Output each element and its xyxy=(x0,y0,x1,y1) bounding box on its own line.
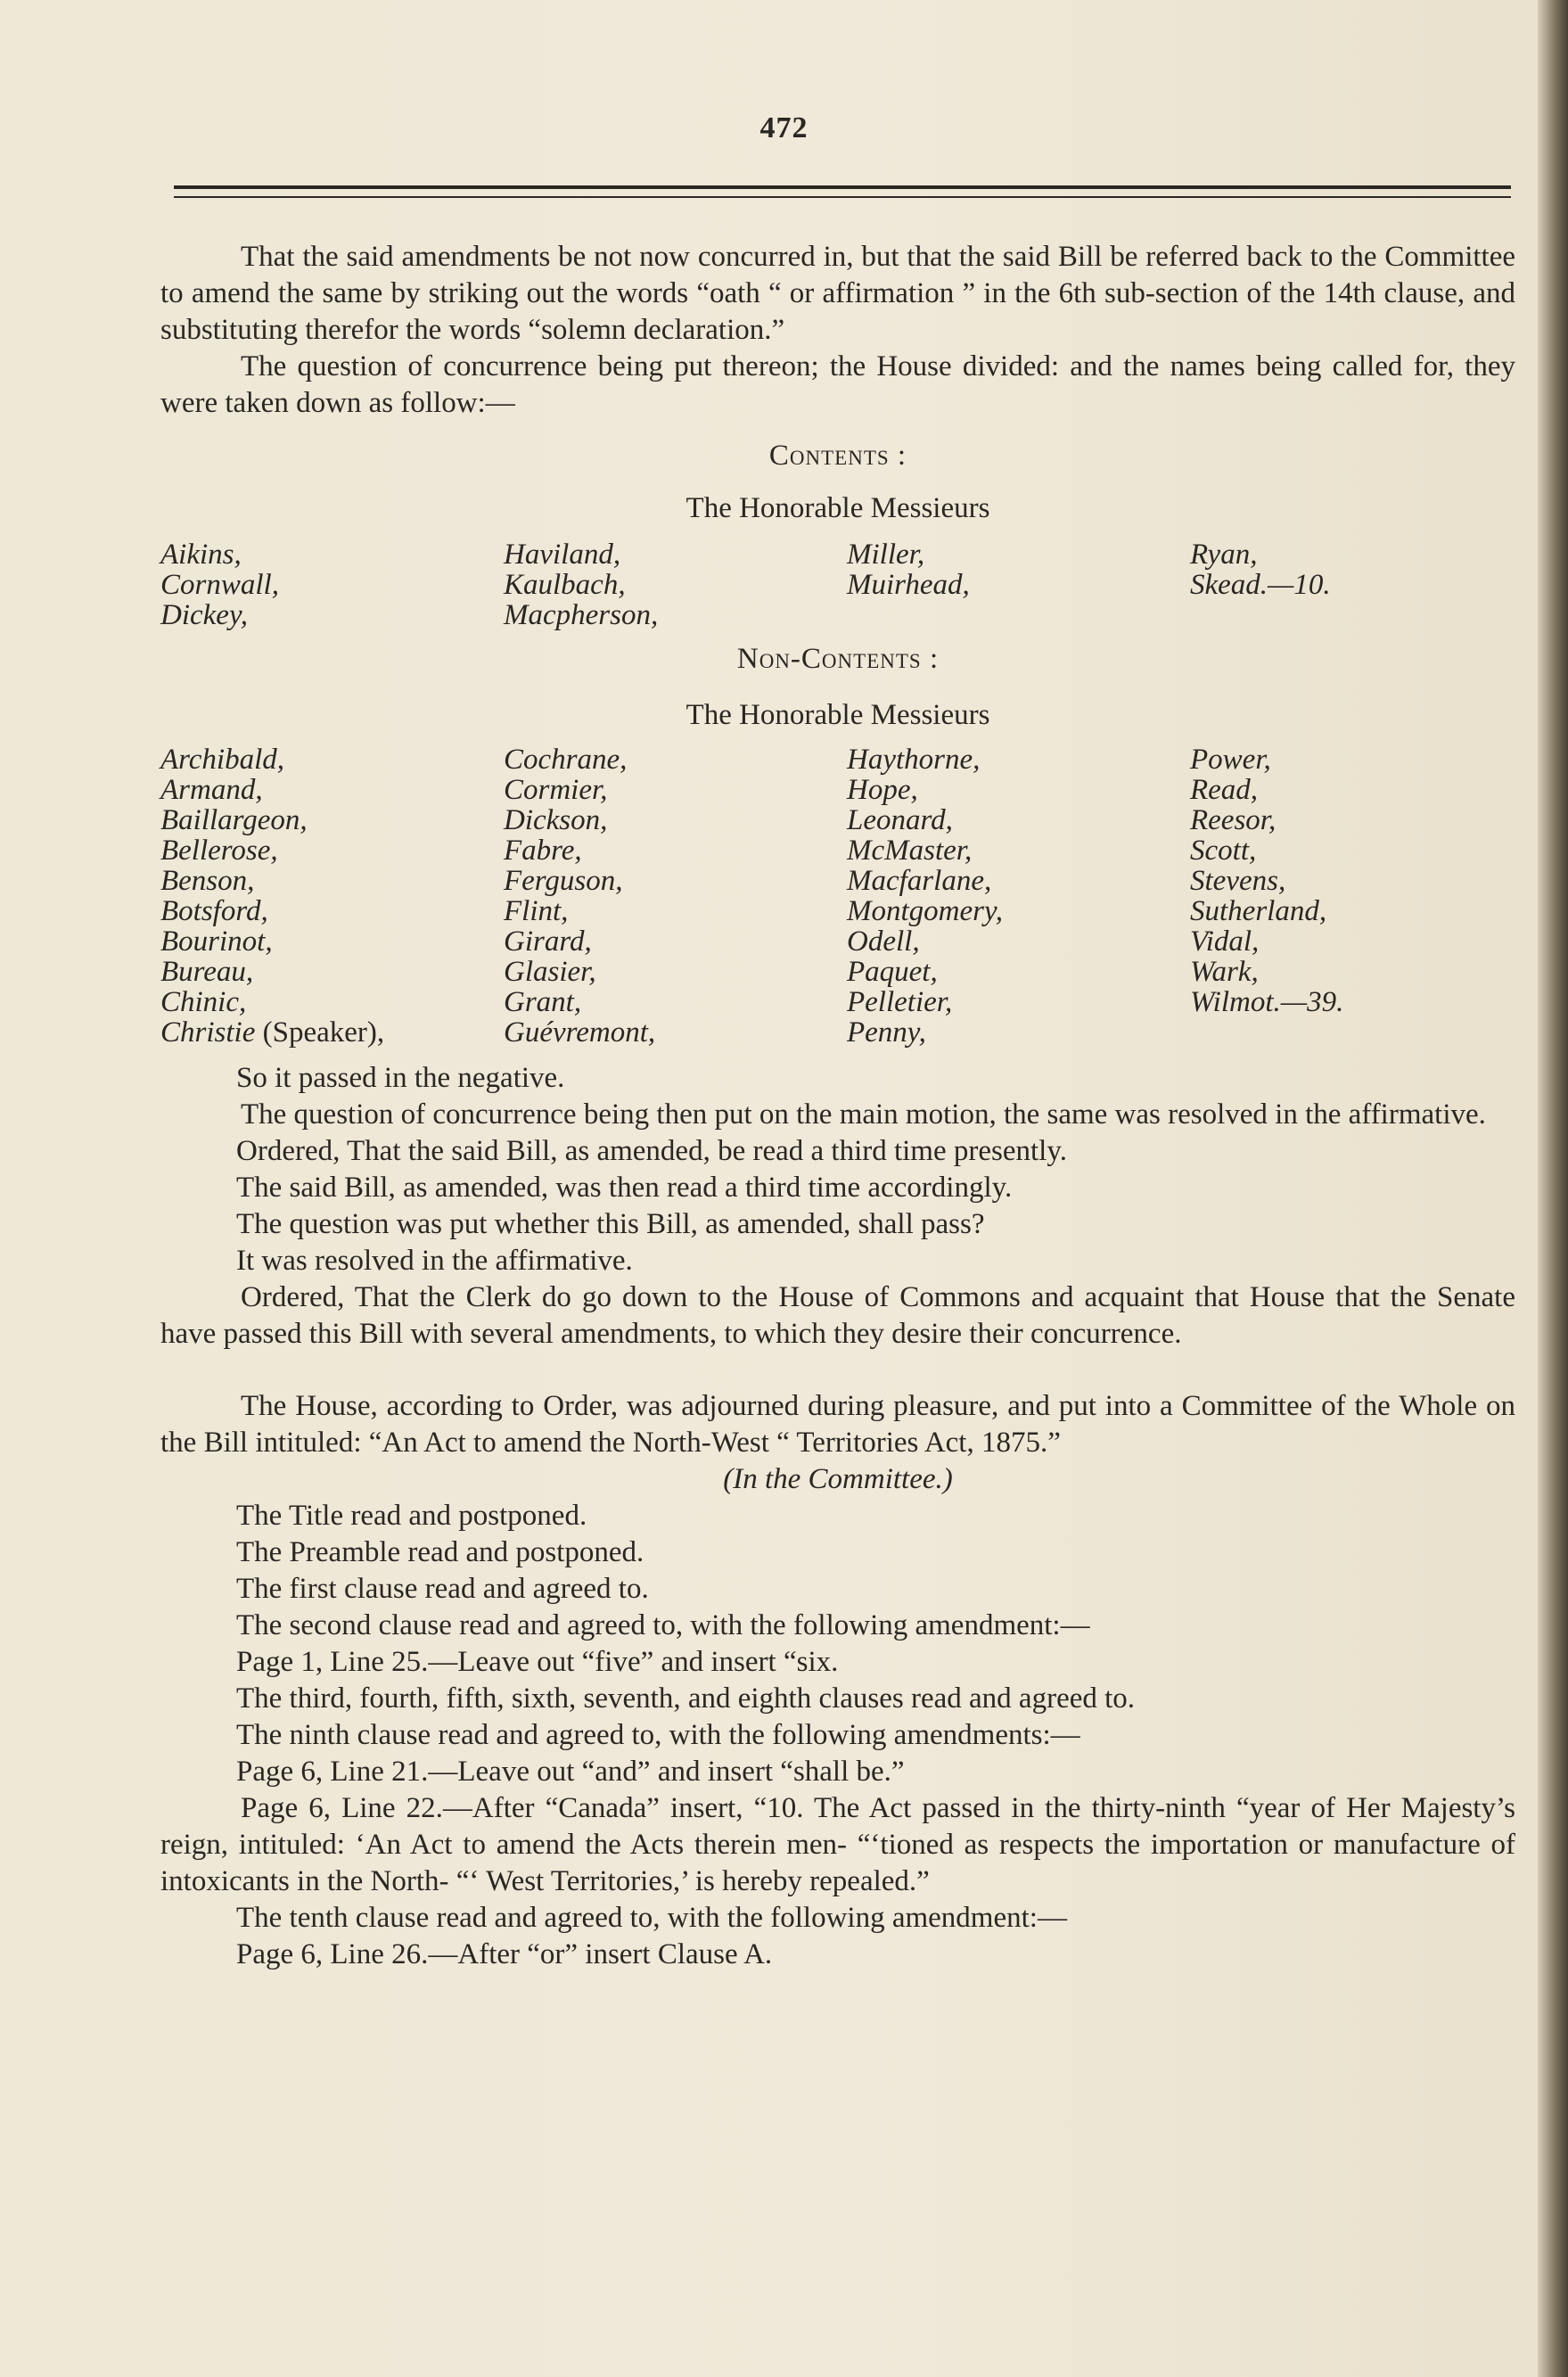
committee-line: The first clause read and agreed to. xyxy=(236,1573,649,1605)
name: Botsford, xyxy=(160,895,268,927)
name: Hope, xyxy=(847,774,918,806)
name: Cornwall, xyxy=(160,569,279,601)
in-committee-heading: (In the Committee.) xyxy=(723,1463,953,1495)
paragraph-amendment: That the said amendments be not now concurred in, but that the said Bill be referred back to the Committee to amend the same by striking out the words “oath “ or affirmation ” in the 6th sub-section of the 14th clause, and substituting therefor the words “solemn declaration.” xyxy=(160,241,1515,346)
committee-line: Page 6, Line 22.—After “Canada” insert, “10. The Act passed in the thirty-ninth “year of Her Majesty’s reign, intituled: ‘An Act to amend the Acts therein men- “‘tioned as respects the importation or manufacture of intoxicants in the North- “‘ West Territories,’ is hereby repealed.” xyxy=(160,1792,1515,1897)
name: Dickey, xyxy=(160,599,249,631)
name: Chinic, xyxy=(160,986,247,1018)
name: Montgomery, xyxy=(847,895,1004,927)
committee-line: Page 6, Line 26.—After “or” insert Clause A. xyxy=(236,1938,773,1970)
name: Miller, xyxy=(847,539,925,571)
non-contents-name-list xyxy=(160,744,1515,1048)
name: Paquet, xyxy=(847,956,938,988)
name: Vidal, xyxy=(1190,925,1260,958)
name: Muirhead, xyxy=(847,569,970,601)
line-negative: So it passed in the negative. xyxy=(236,1062,565,1094)
name: Cochrane, xyxy=(504,744,628,776)
committee-line: The ninth clause read and agreed to, with the following amendments:— xyxy=(236,1719,1080,1751)
name: Haviland, xyxy=(504,539,621,571)
header-rule xyxy=(174,185,1511,189)
name: Cormier, xyxy=(504,774,608,806)
name: Penny, xyxy=(847,1016,926,1049)
name xyxy=(847,600,1190,630)
paragraph-division: The question of concurrence being put thereon; the House divided: and the names being called for, they were taken down as follow:— xyxy=(160,350,1515,419)
name: McMaster, xyxy=(847,835,973,867)
name: Power, xyxy=(1190,744,1271,776)
name: Macfarlane, xyxy=(847,865,992,897)
line-ordered-clerk: Ordered, That the Clerk do go down to the House of Commons and acquaint that House that the Senate have passed this Bill with several amendments, to which they desire their concurrence. xyxy=(160,1281,1515,1350)
committee-line: The Preamble read and postponed. xyxy=(236,1536,644,1568)
name: Wilmot.—39. xyxy=(1190,986,1344,1018)
line-affirmative: It was resolved in the affirmative. xyxy=(236,1245,633,1277)
body-text xyxy=(160,239,1515,1973)
name: Archibald, xyxy=(160,744,285,776)
spacer xyxy=(160,1353,1515,1388)
header-rule-thin xyxy=(174,196,1511,198)
name: Read, xyxy=(1190,774,1259,806)
name: Guévremont, xyxy=(504,1016,656,1049)
name: Odell, xyxy=(847,925,920,958)
name: Aikins, xyxy=(160,539,242,571)
line-third-reading: The said Bill, as amended, was then read a third time accordingly. xyxy=(236,1172,1013,1204)
name: Leonard, xyxy=(847,804,953,836)
speaker-name: Christie xyxy=(160,1016,256,1049)
contents-heading: Contents : xyxy=(768,440,907,472)
name: Glasier, xyxy=(504,956,596,988)
paragraph-committee: The House, according to Order, was adjourned during pleasure, and put into a Committee of the Whole on the Bill intituled: “An Act to amend the North-West “ Territories Act, 1875.” xyxy=(160,1390,1515,1459)
committee-line: Page 1, Line 25.—Leave out “five” and insert “six. xyxy=(236,1646,839,1678)
name: Fabre, xyxy=(504,835,582,867)
name: Stevens, xyxy=(1190,865,1286,897)
name: Macpherson, xyxy=(504,599,659,631)
line-main-motion: The question of concurrence being then put on the main motion, the same was resolved in the affirmative. xyxy=(241,1098,1486,1131)
name xyxy=(1190,600,1515,630)
contents-name-list xyxy=(160,539,1515,630)
name: Bellerose, xyxy=(160,835,278,867)
name: Kaulbach, xyxy=(504,569,626,601)
name: Ferguson, xyxy=(504,865,623,897)
committee-line: The second clause read and agreed to, with the following amendment:— xyxy=(236,1609,1090,1641)
name: Bureau, xyxy=(160,956,254,988)
name: Reesor, xyxy=(1190,804,1277,836)
name: Ryan, xyxy=(1190,539,1258,571)
committee-line: The Title read and postponed. xyxy=(236,1500,587,1532)
name: Girard, xyxy=(504,925,592,958)
name: Dickson, xyxy=(504,804,608,836)
name: Sutherland, xyxy=(1190,895,1327,927)
name: Grant, xyxy=(504,986,582,1018)
name: Haythorne, xyxy=(847,744,981,776)
name xyxy=(1190,1017,1515,1048)
line-ordered-third-reading: Ordered, That the said Bill, as amended, be read a third time presently. xyxy=(236,1135,1067,1167)
name xyxy=(160,1017,504,1048)
committee-line: The tenth clause read and agreed to, with the following amendment:— xyxy=(236,1902,1067,1934)
line-question-pass: The question was put whether this Bill, as amended, shall pass? xyxy=(236,1208,985,1240)
page-number: 472 xyxy=(759,111,809,144)
non-contents-heading: Non-Contents : xyxy=(736,643,940,675)
speaker-note: (Speaker), xyxy=(255,1016,385,1049)
non-contents-messieurs-label: The Honorable Messieurs xyxy=(685,699,990,731)
name: Skead.—10. xyxy=(1190,569,1331,601)
name: Flint, xyxy=(504,895,569,927)
name: Pelletier, xyxy=(847,986,953,1018)
page-edge-shadow xyxy=(1538,0,1568,2377)
name: Armand, xyxy=(160,774,263,806)
contents-messieurs-label: The Honorable Messieurs xyxy=(685,492,990,524)
committee-line: The third, fourth, fifth, sixth, seventh, and eighth clauses read and agreed to. xyxy=(236,1682,1136,1715)
name: Wark, xyxy=(1190,956,1259,988)
name: Benson, xyxy=(160,865,255,897)
name: Baillargeon, xyxy=(160,804,308,836)
name: Bourinot, xyxy=(160,925,273,958)
committee-line: Page 6, Line 21.—Leave out “and” and insert “shall be.” xyxy=(236,1756,905,1788)
name: Scott, xyxy=(1190,835,1257,867)
